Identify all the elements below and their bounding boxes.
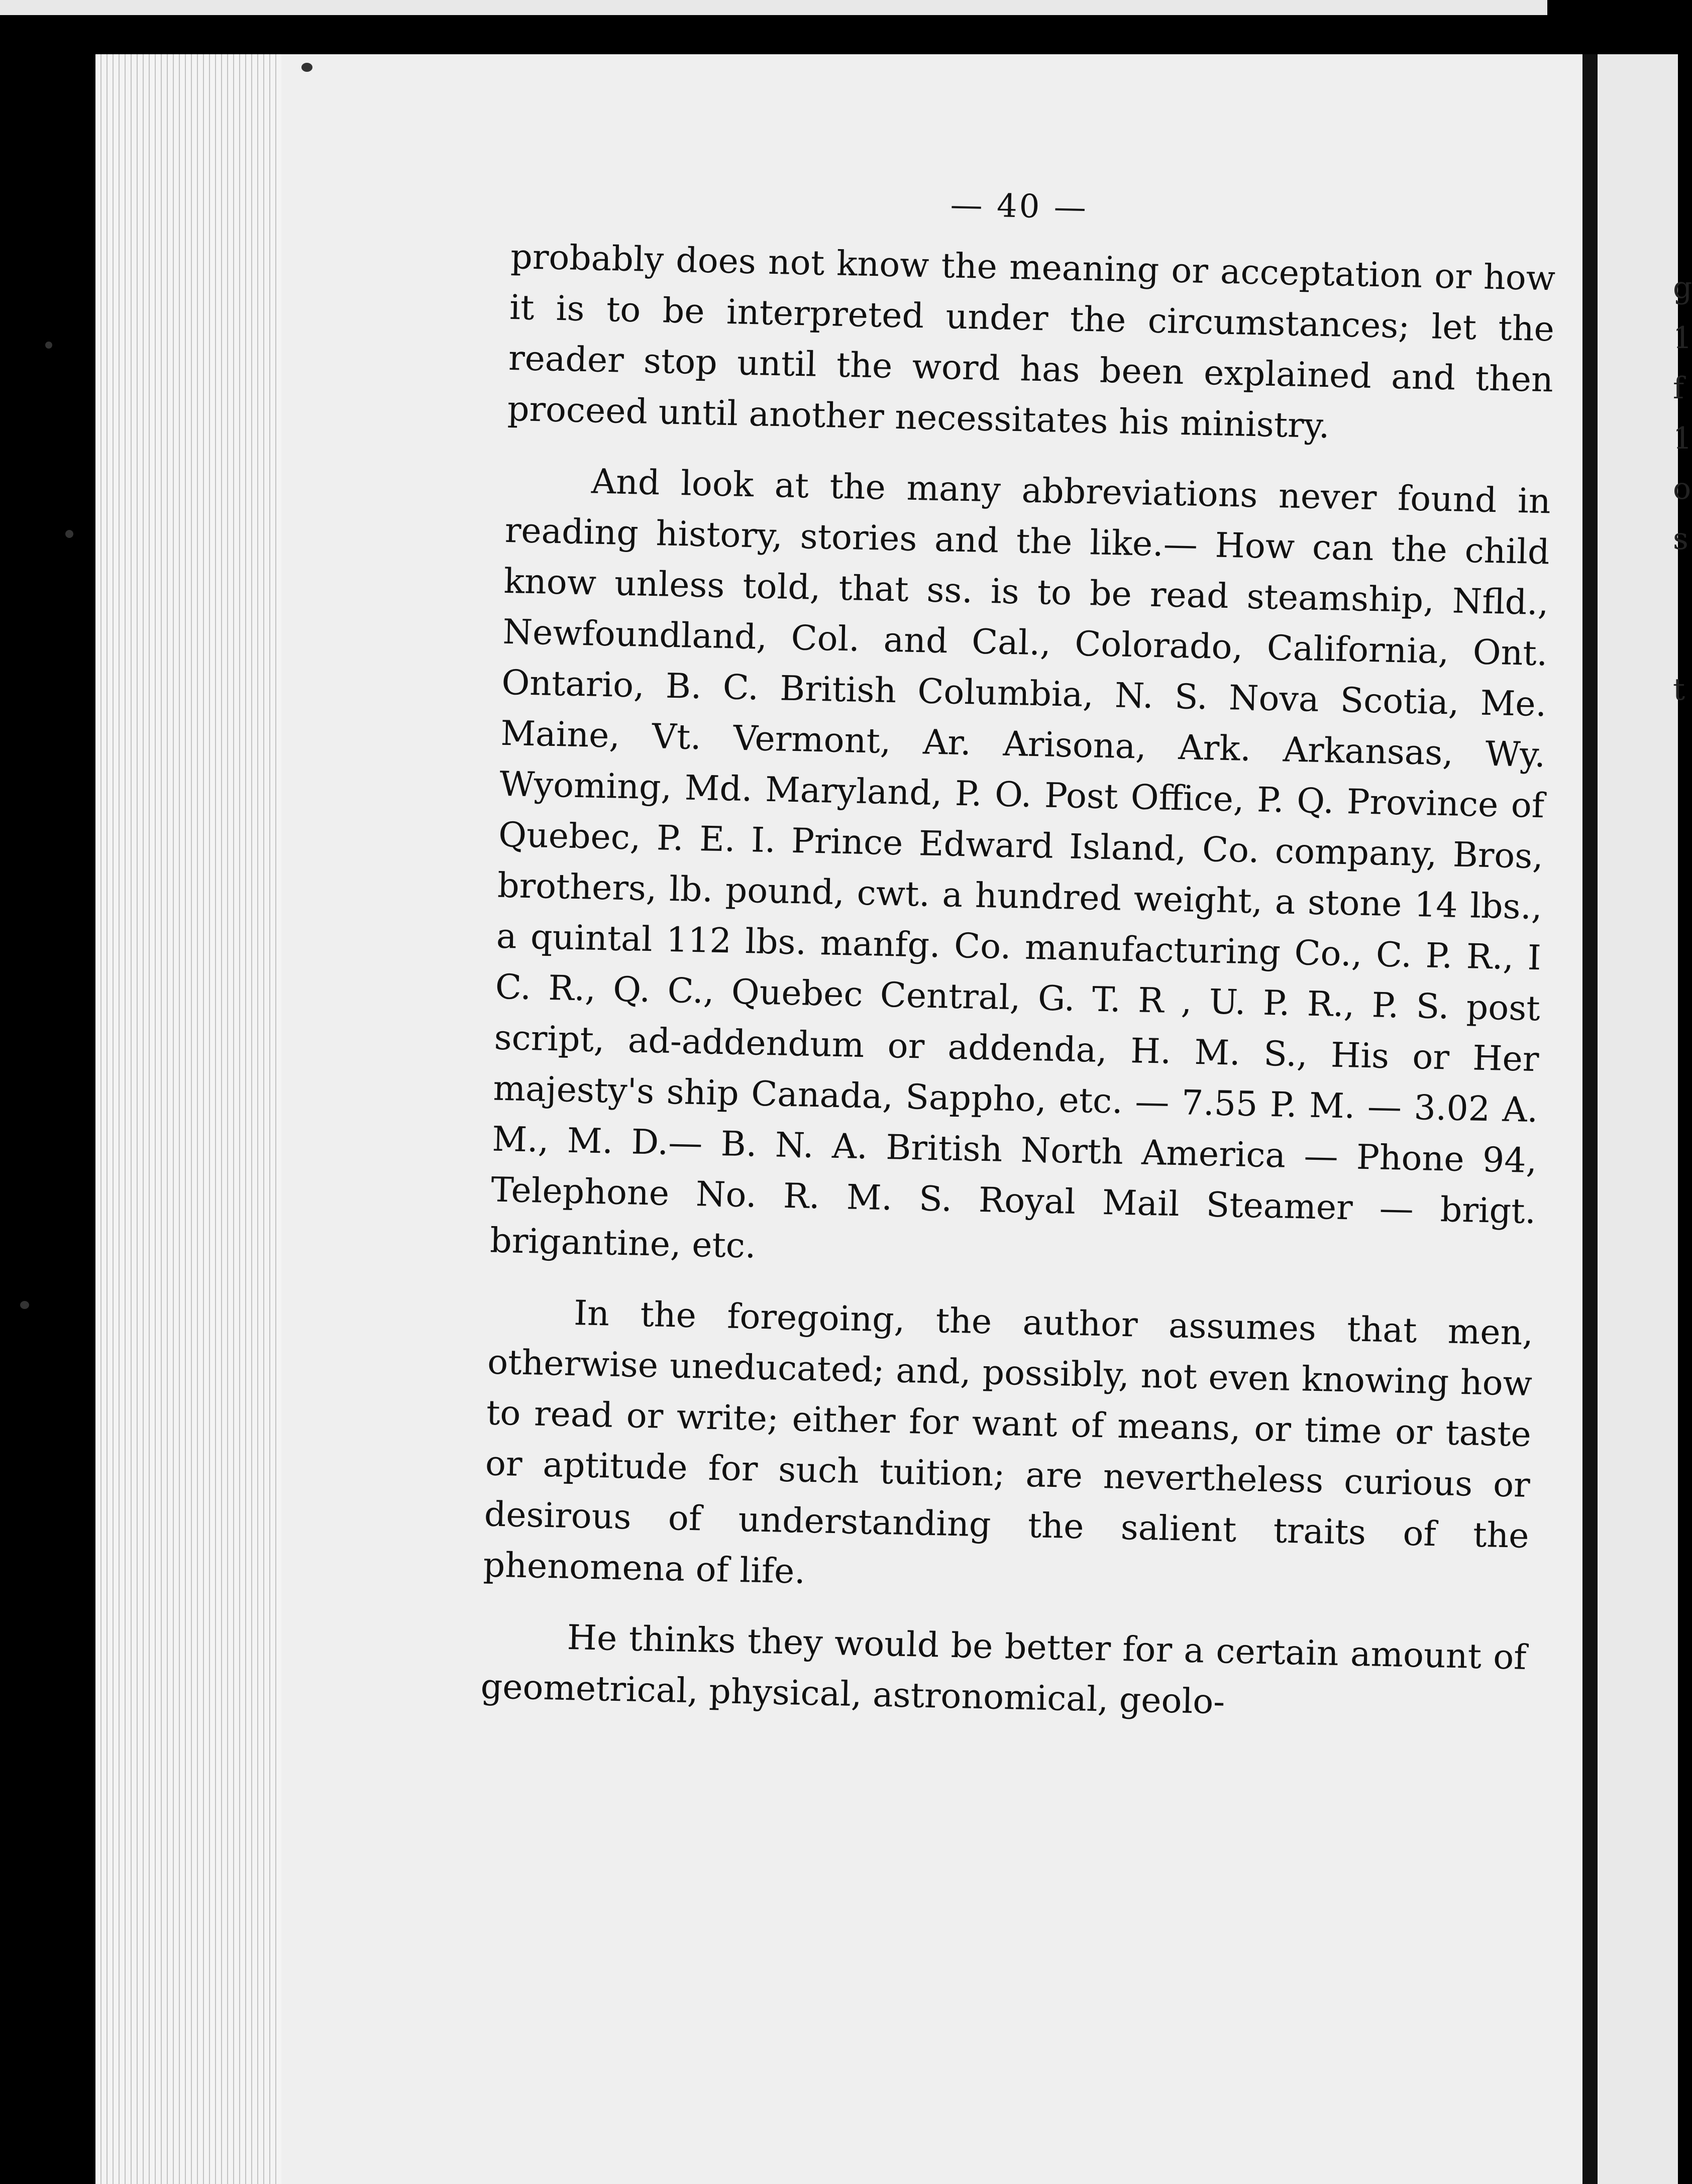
facing-page-sliver (1598, 54, 1692, 2184)
facing-page-glyph: f (1673, 371, 1684, 406)
paragraph: And look at the many abbreviations never found in reading history, stories and the like.— How can the child know unless told, that ss. is to be read steamship, Nfld., Newfoundland, Col. and Cal., Colorado, California, Ont. Ontario, B. C. British Columbia, N. S. Nova Scotia, Me. Maine, Vt. Vermont, Ar. Arisona, Ark. Arkansas, Wy. Wyoming, Md. Maryland, P. O. Post Office, P. Q. Province of Quebec, P. E. I. Prince Edward Island, Co. company, Bros, brothers, lb. pound, cwt. a hundred weight, a stone 14 lbs., a quintal 112 lbs. manfg. Co. manufacturing Co., C. P. R., I C. R., Q. C., Quebec Central, G. T. R , U. P. R., P. S. post script, ad-addendum or addenda, H. M. S., His or Her majesty's ship Canada, Sappho, etc. — 7.55 P. M. — 3.02 A. M., M. D.— B. N. A. British North America — Phone 94, Telephone No. R. M. S. Royal Mail Steamer — brigt. brigantine, etc. (489, 462, 1551, 1266)
facing-page-glyph: 1 (1673, 320, 1692, 356)
scan-speck (45, 342, 52, 349)
facing-page-glyph: g (1673, 270, 1692, 305)
facing-page-glyph: t (1673, 672, 1685, 707)
paragraph: probably does not know the meaning or acceptation or how it is to be interpreted under the circumstances; let the reader stop until the word has been explained and then proceed until another necessitates his ministry. (507, 237, 1556, 447)
facing-page-glyph: s (1673, 521, 1688, 557)
scan-speck (20, 1301, 29, 1309)
scan-speck (65, 530, 73, 538)
scan-speck (301, 63, 312, 72)
facing-page-glyph: 1 (1673, 421, 1692, 456)
facing-page-glyph: o (1673, 471, 1691, 506)
paragraph: He thinks they would be better for a certain amount of geometrical, physical, astronomical, geolo- (480, 1617, 1527, 1722)
page-gutter (95, 54, 281, 2184)
binding-edge (1582, 54, 1598, 2184)
paragraph: In the foregoing, the author assumes that men, otherwise uneducated; and, possibly, not even knowing how to read or write; either for want of means, or time or taste or aptitude for such tuition; are nevertheless curious or desirous of understanding the salient traits of the phenomena of life. (483, 1293, 1534, 1592)
page-text (480, 171, 1557, 1754)
page-number: — 40 — (949, 186, 1089, 227)
previous-page-strip (0, 0, 1547, 15)
